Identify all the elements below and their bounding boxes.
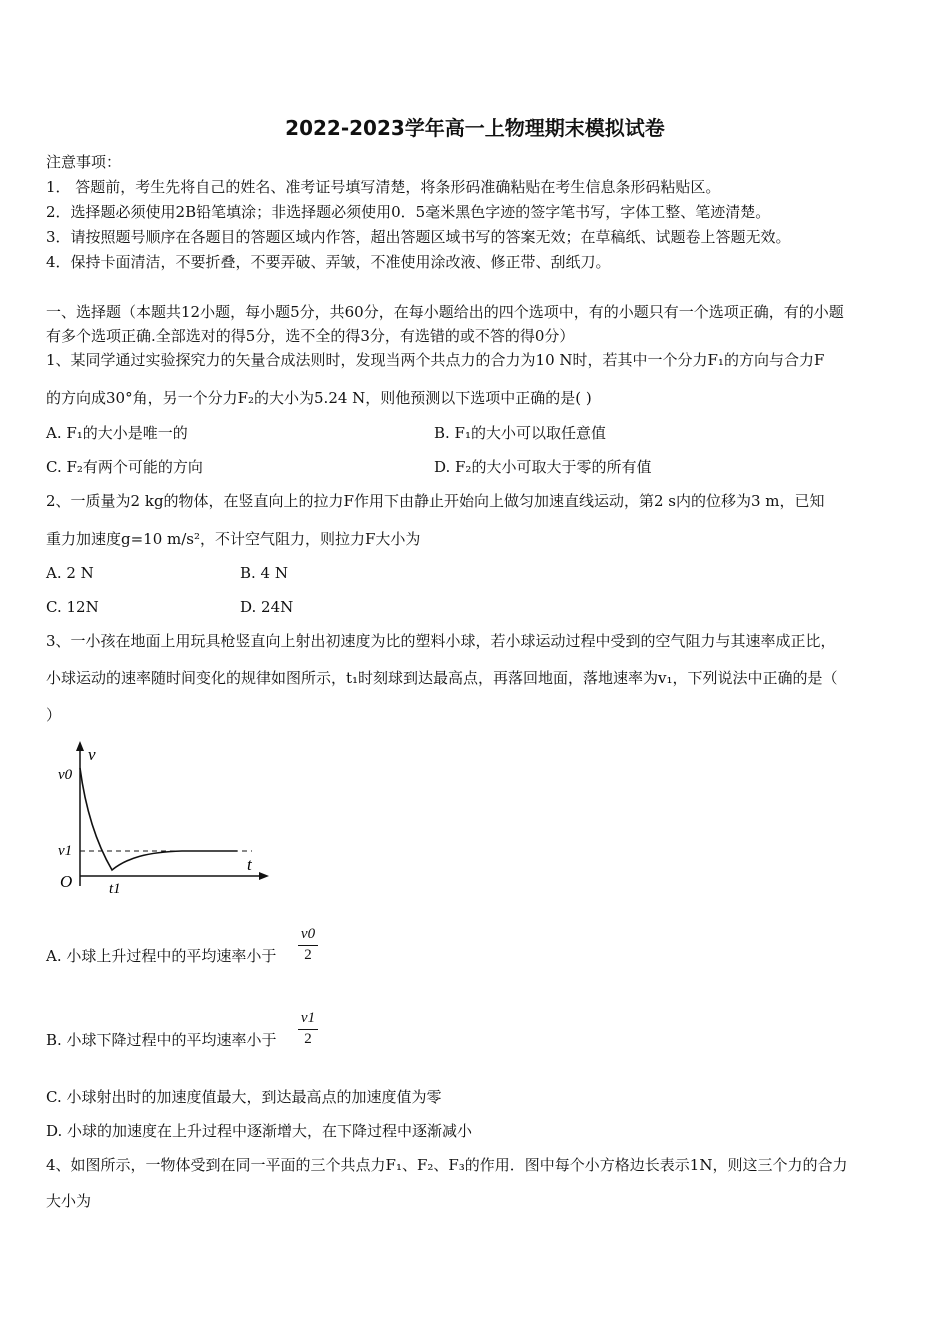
question-4-text: 4、如图所示，一物体受到在同一平面的三个共点力F₁、F₂、F₃的作用．图中每个小方格边长表示1N，则这三个力的合力 — [46, 1156, 848, 1174]
q2-option-c: C. 12N — [46, 598, 99, 616]
t-axis-label: t — [247, 855, 252, 874]
question-2-text-cont: 重力加速度g=10 m/s²，不计空气阻力，则拉力F大小为 — [46, 530, 421, 548]
question-1-text: 1、某同学通过实验探究力的矢量合成法则时，发现当两个共点力的合力为10 N时，若其中一个分力F₁的方向与合力F — [46, 351, 825, 369]
question-3-text: 3、一小孩在地面上用玩具枪竖直向上射出初速度为比的塑料小球，若小球运动过程中受到的空气阻力与其速率成正比， — [46, 632, 836, 650]
notice-item: 4．保持卡面清洁，不要折叠，不要弄破、弄皱，不准使用涂改液、修正带、刮纸刀。 — [46, 253, 611, 271]
t1-label: t1 — [109, 881, 121, 897]
q3-option-d: D. 小球的加速度在上升过程中逐渐增大，在下降过程中逐渐减小 — [46, 1122, 473, 1140]
page-title: 2022-2023学年高一上物理期末模拟试卷 — [285, 116, 665, 140]
v-axis-label: v — [88, 745, 96, 764]
question-3-text-end: ） — [46, 706, 62, 724]
velocity-time-graph — [52, 738, 272, 898]
fraction-denominator: 2 — [304, 947, 312, 963]
origin-label: O — [60, 872, 73, 891]
section-heading-cont: 有多个选项正确.全部选对的得5分，选不全的得3分，有选错的或不答的得0分） — [46, 327, 575, 345]
q3-option-b: B. 小球下降过程中的平均速率小于 — [46, 1031, 277, 1049]
fraction-numerator: v1 — [300, 1010, 316, 1026]
question-3-text-cont: 小球运动的速率随时间变化的规律如图所示，t₁时刻球到达最高点，再落回地面，落地速率为v₁，下列说法中正确的是（ — [46, 669, 838, 687]
notice-heading: 注意事项： — [46, 153, 122, 171]
section-heading: 一、选择题（本题共12小题，每小题5分，共60分，在每小题给出的四个选项中，有的小题只有一个选项正确，有的小题 — [46, 303, 844, 321]
v1-label: v1 — [58, 843, 73, 859]
question-4-text-cont: 大小为 — [46, 1192, 92, 1210]
fraction-v1-over-2 — [298, 1010, 318, 1052]
question-2-text: 2、一质量为2 kg的物体，在竖直向上的拉力F作用下由静止开始向上做匀加速直线运动，第2 s内的位移为3 m，已知 — [46, 492, 825, 510]
q1-option-a: A. F₁的大小是唯一的 — [46, 424, 188, 442]
q1-option-c: C. F₂有两个可能的方向 — [46, 458, 203, 476]
q1-option-d: D. F₂的大小可取大于零的所有值 — [434, 458, 652, 476]
fraction-denominator: 2 — [304, 1031, 312, 1047]
v0-label: v0 — [58, 767, 73, 783]
fraction-v0-over-2 — [298, 926, 318, 968]
velocity-curve — [80, 768, 237, 870]
notice-item: 1． 答题前，考生先将自己的姓名、准考证号填写清楚，将条形码准确粘贴在考生信息条形码粘贴区。 — [46, 178, 721, 196]
q3-option-a: A. 小球上升过程中的平均速率小于 — [46, 947, 277, 965]
q2-option-d: D. 24N — [240, 598, 294, 616]
y-axis-arrow — [76, 741, 84, 751]
notice-item: 3．请按照题号顺序在各题目的答题区域内作答，超出答题区域书写的答案无效；在草稿纸、试题卷上答题无效。 — [46, 228, 791, 246]
x-axis-arrow — [259, 872, 269, 880]
q1-option-b: B. F₁的大小可以取任意值 — [434, 424, 606, 442]
q2-option-b: B. 4 N — [240, 564, 288, 582]
fraction-bar — [298, 945, 318, 946]
fraction-bar — [298, 1029, 318, 1030]
notice-item: 2．选择题必须使用2B铅笔填涂；非选择题必须使用0．5毫米黑色字迹的签字笔书写，字体工整、笔迹清楚。 — [46, 203, 771, 221]
q3-option-c: C. 小球射出时的加速度值最大，到达最高点的加速度值为零 — [46, 1088, 442, 1106]
fraction-numerator: v0 — [300, 926, 316, 942]
question-1-text-cont: 的方向成30°角，另一个分力F₂的大小为5.24 N，则他预测以下选项中正确的是( ) — [46, 389, 592, 407]
q2-option-a: A. 2 N — [46, 564, 94, 582]
